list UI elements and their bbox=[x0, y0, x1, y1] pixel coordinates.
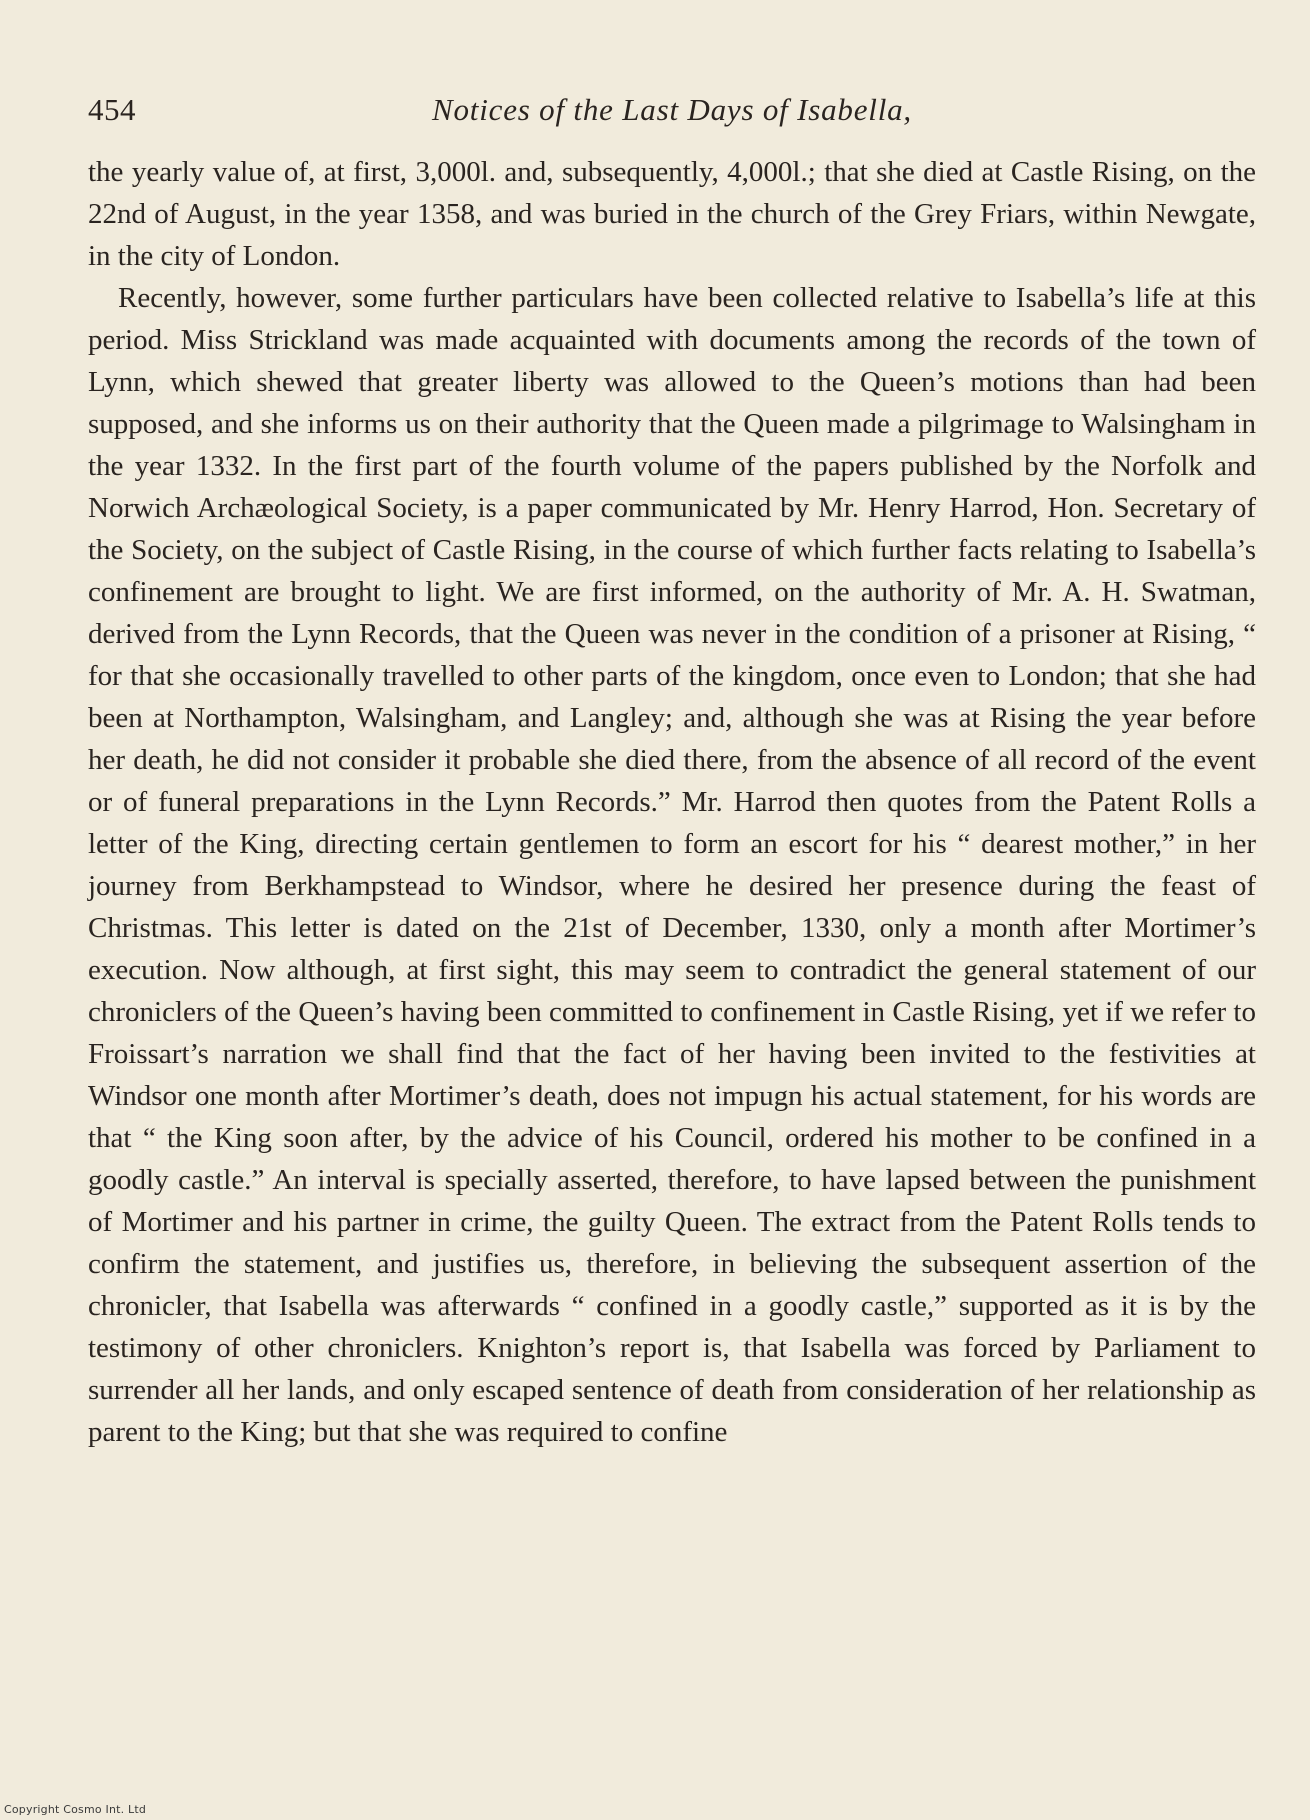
page-number: 454 bbox=[88, 92, 136, 127]
copyright-watermark: Copyright Cosmo Int. Ltd bbox=[4, 1803, 147, 1816]
running-title: Notices of the Last Days of Isabella, bbox=[432, 92, 912, 127]
paragraph-continued: the yearly value of, at first, 3,000l. and, subsequently, 4,000l.; that she died at Castle Rising, on the 22nd of August, in the year 1358, and was buried in the church of the Grey Friars, within Newgate, in the city of London. bbox=[88, 156, 1256, 272]
paragraph: Recently, however, some further particulars have been collected relative to Isabella’s life at this period. Miss Strickland was made acquainted with documents among the records of the town of Lynn, which shewed that greater liberty was allowed to the Queen’s motions than had been supposed, and she informs us on their authority that the Queen made a pilgrimage to Walsingham in the year 1332. In the first part of the fourth volume of the papers published by the Norfolk and Norwich Archæological Society, is a paper communicated by Mr. Henry Harrod, Hon. Secretary of the Society, on the subject of Castle Rising, in the course of which further facts relating to Isabella’s confinement are brought to light. We are first informed, on the authority of Mr. A. H. Swatman, derived from the Lynn Records, that the Queen was never in the condition of a prisoner at Rising, “ for that she occasionally travelled to other parts of the kingdom, once even to London; that she had been at Northampton, Walsingham, and Langley; and, although she was at Rising the year before her death, he did not consider it probable she died there, from the absence of all record of the event or of funeral preparations in the Lynn Records.” Mr. Harrod then quotes from the Patent Rolls a letter of the King, directing certain gentlemen to form an escort for his “ dearest mother,” in her journey from Berkhampstead to Windsor, where he desired her presence during the feast of Christmas. This letter is dated on the 21st of December, 1330, only a month after Mortimer’s execution. Now although, at first sight, this may seem to contradict the general statement of our chroniclers of the Queen’s having been committed to confinement in Castle Rising, yet if we refer to Froissart’s narration we shall find that the fact of her having been invited to the festivities at Windsor one month after Mortimer’s death, does not impugn his actual statement, for his words are that “ the King soon after, by the advice of his Council, ordered his mother to be confined in a goodly castle.” An interval is specially asserted, therefore, to have lapsed between the punishment of Mortimer and his partner in crime, the guilty Queen. The extract from the Patent Rolls tends to confirm the statement, and justifies us, therefore, in believing the subsequent assertion of the chronicler, that Isabella was afterwards “ confined in a goodly castle,” supported as it is by the testimony of other chroniclers. Knighton’s report is, that Isabella was forced by Parliament to surrender all her lands, and only escaped sentence of death from consideration of her relationship as parent to the King; but that she was required to confine bbox=[88, 282, 1256, 1448]
body-text bbox=[88, 151, 1256, 1453]
page-header bbox=[88, 92, 1256, 132]
